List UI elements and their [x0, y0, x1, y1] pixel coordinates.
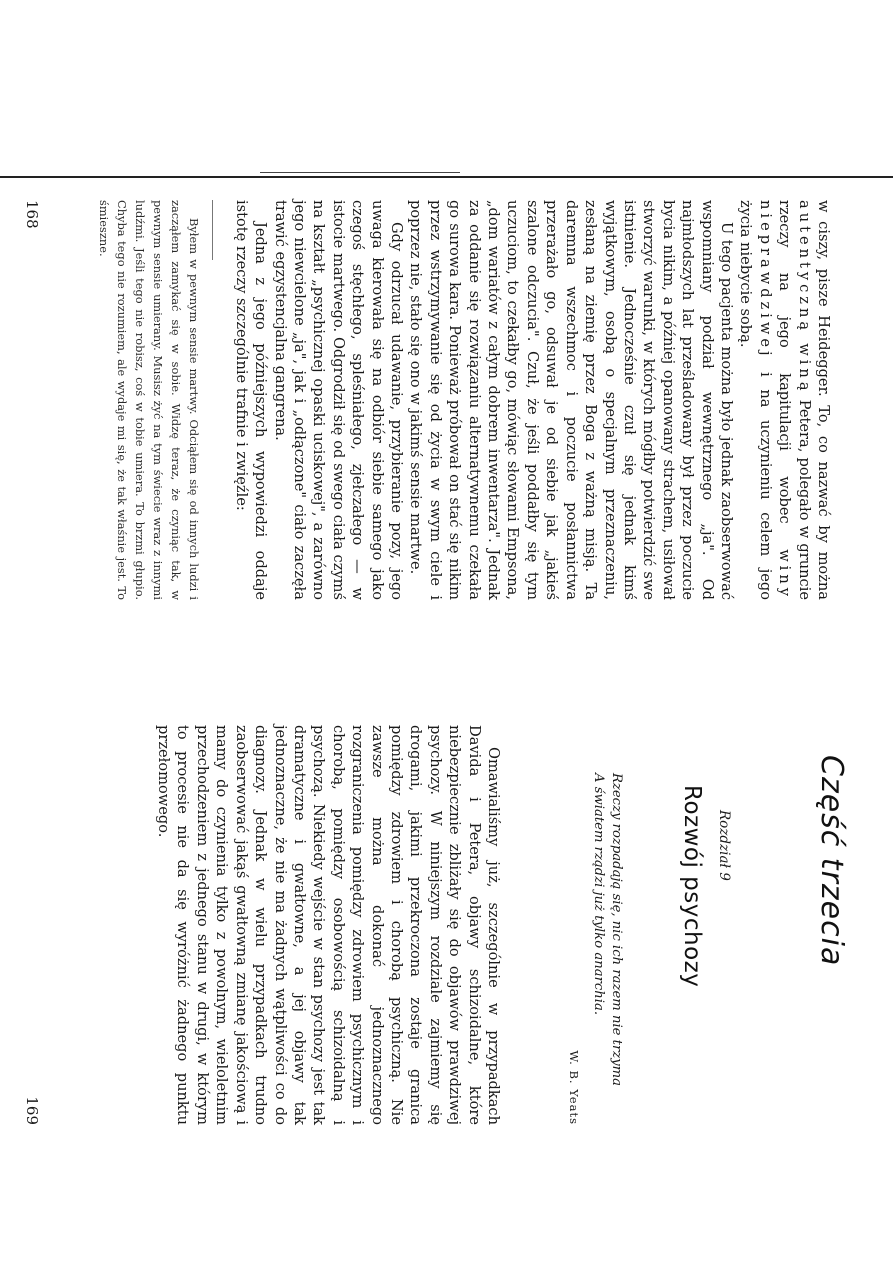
- body-paragraph: [231, 200, 270, 600]
- chapter-title: Rozwój psychozy: [679, 785, 705, 988]
- paragraph-text: Gdy odrzucał udawanie, przybieranie pozy, jego uwaga kierowała się na odbiór siebie samego jako czegoś stęchłego, spleśniałego, zjełczałego — w istocie martwego. Odgrodził się od swego ciała czymś na kształt „psychicznej opaski uciskowej", a zarówno jego niewcielone „ja", jak i „odłączone" ciało zaczęła trawić egzystencjalna gangrena.: [271, 200, 406, 600]
- left-page-body: [231, 200, 833, 600]
- chapter-label: Rozdział 9: [716, 810, 732, 881]
- footnote: [95, 200, 203, 600]
- footnote-rule: [212, 200, 213, 260]
- body-paragraph: [736, 200, 833, 600]
- part-title: Część trzecia: [814, 755, 849, 967]
- page-168: [0, 200, 893, 600]
- paragraph-text: i na uczynieniu celem jego życia niebycie sobą.: [737, 200, 774, 600]
- paragraph-text: U tego pacjenta można było jednak zaobserwować wspomniany podział wewnętrznego „ja". Od najmłodszych lat prześladowany był przez poczucie bycia nikim, a później opanowany strachem, usiłował stworzyć warunki, w których mógłby potwierdzić swe istnienie. Jednocześnie czuł się jednak kimś wyjątkowym, osobą o specjalnym przeznaczeniu, zesłaną na ziemię przez Boga z ważną misją. Ta daremna wszechmoc i poczucie posłannictwa przerażało go, odsuwał je od siebie jak „jakieś szalone odczucia". Czuł, że jeśli poddałby się tym uczuciom, to czekałby go, mówiąc słowami Empsona, „dom wariatów z całym dobrem inwentarza". Jednak za oddanie się rozwiązaniu alternatywnemu czekała go surowa kara. Ponieważ próbował on stać się nikim przez wstrzymywanie się od życia w swym ciele i poprzez nie, stało się ono w jakimś sensie martwe.: [407, 200, 735, 600]
- body-paragraph: [406, 200, 736, 600]
- epigraph-line-2: A światem rządzi już tylko anarchia.: [591, 773, 606, 1016]
- paragraph-text: w ciszy, pisze Heidegger. To, co nazwać by można: [815, 200, 832, 600]
- right-page-body: [154, 725, 503, 1125]
- epigraph-line-1: Rzeczy rozpadają się, nic ich razem nie trzyma: [609, 773, 624, 1087]
- epigraph: [589, 773, 625, 1125]
- epigraph-author: W. B. Yeats: [567, 1050, 581, 1125]
- body-paragraph: [270, 200, 406, 600]
- chapter-opening-paragraph: Omawialiśmy już, szczególnie w przypadkach Davida i Petera, objawy schizoidalne, które niebezpiecznie zbliżały się do objawów prawdziwej psychozy. W niniejszym rozdziale zajmiemy się drogami, jakimi przekroczona zostaje granica pomiędzy zdrowiem i chorobą psychiczną. Nie zawsze można dokonać jednoznacznego rozgraniczenia pomiędzy zdrowiem psychicznym i chorobą, pomiędzy osobowością schizoidalną i psychozą. Niekiedy wejście w stan psychozy jest tak dramatyczne i gwałtowne, a jej objawy tak jednoznaczne, że nie ma żadnych wątpliwości co do diagnozy. Jednak w wielu przypadkach trudno zaobserwować jakąś gwałtowną zmianę jakościową i mamy do czynienia tylko z powolnym, wieloletnim przechodzeniem z jednego stanu w drugi, w którym to procesie nie da się wyróżnić żadnego punktu przełomowego.: [155, 725, 502, 1125]
- page-number-left: 168: [23, 200, 41, 229]
- paragraph-text: Jedna z jego późniejszych wypowiedzi oddaje istotę rzeczy szczególnie trafnie i zwięźle:: [232, 200, 270, 600]
- emphasis-spaced-text: winy nieprawdziwej: [756, 200, 794, 600]
- page-169: [0, 725, 893, 1125]
- page-number-right: 169: [23, 1096, 41, 1125]
- footnote-text: Byłem w pewnym sensie martwy. Odciąłem się od innych ludzi i zacząłem zamykać się w sobie. Widzę teraz, że czyniąc tak, w pewnym sensie umierany. Musisz żyć na tym świecie wraz z innymi ludźmi. Jeśli tego nie robisz, coś w tobie umiera. To brzmi głupio. Chyba tego nie rozumiem, ale wydaje mi się, że tak właśnie jest. To śmieszne.: [97, 200, 201, 600]
- paragraph-text: Petera, polegało w gruncie rzeczy na jego kapitulacji wobec: [776, 200, 813, 600]
- emphasis-spaced-text: autentyczną winą: [795, 200, 813, 395]
